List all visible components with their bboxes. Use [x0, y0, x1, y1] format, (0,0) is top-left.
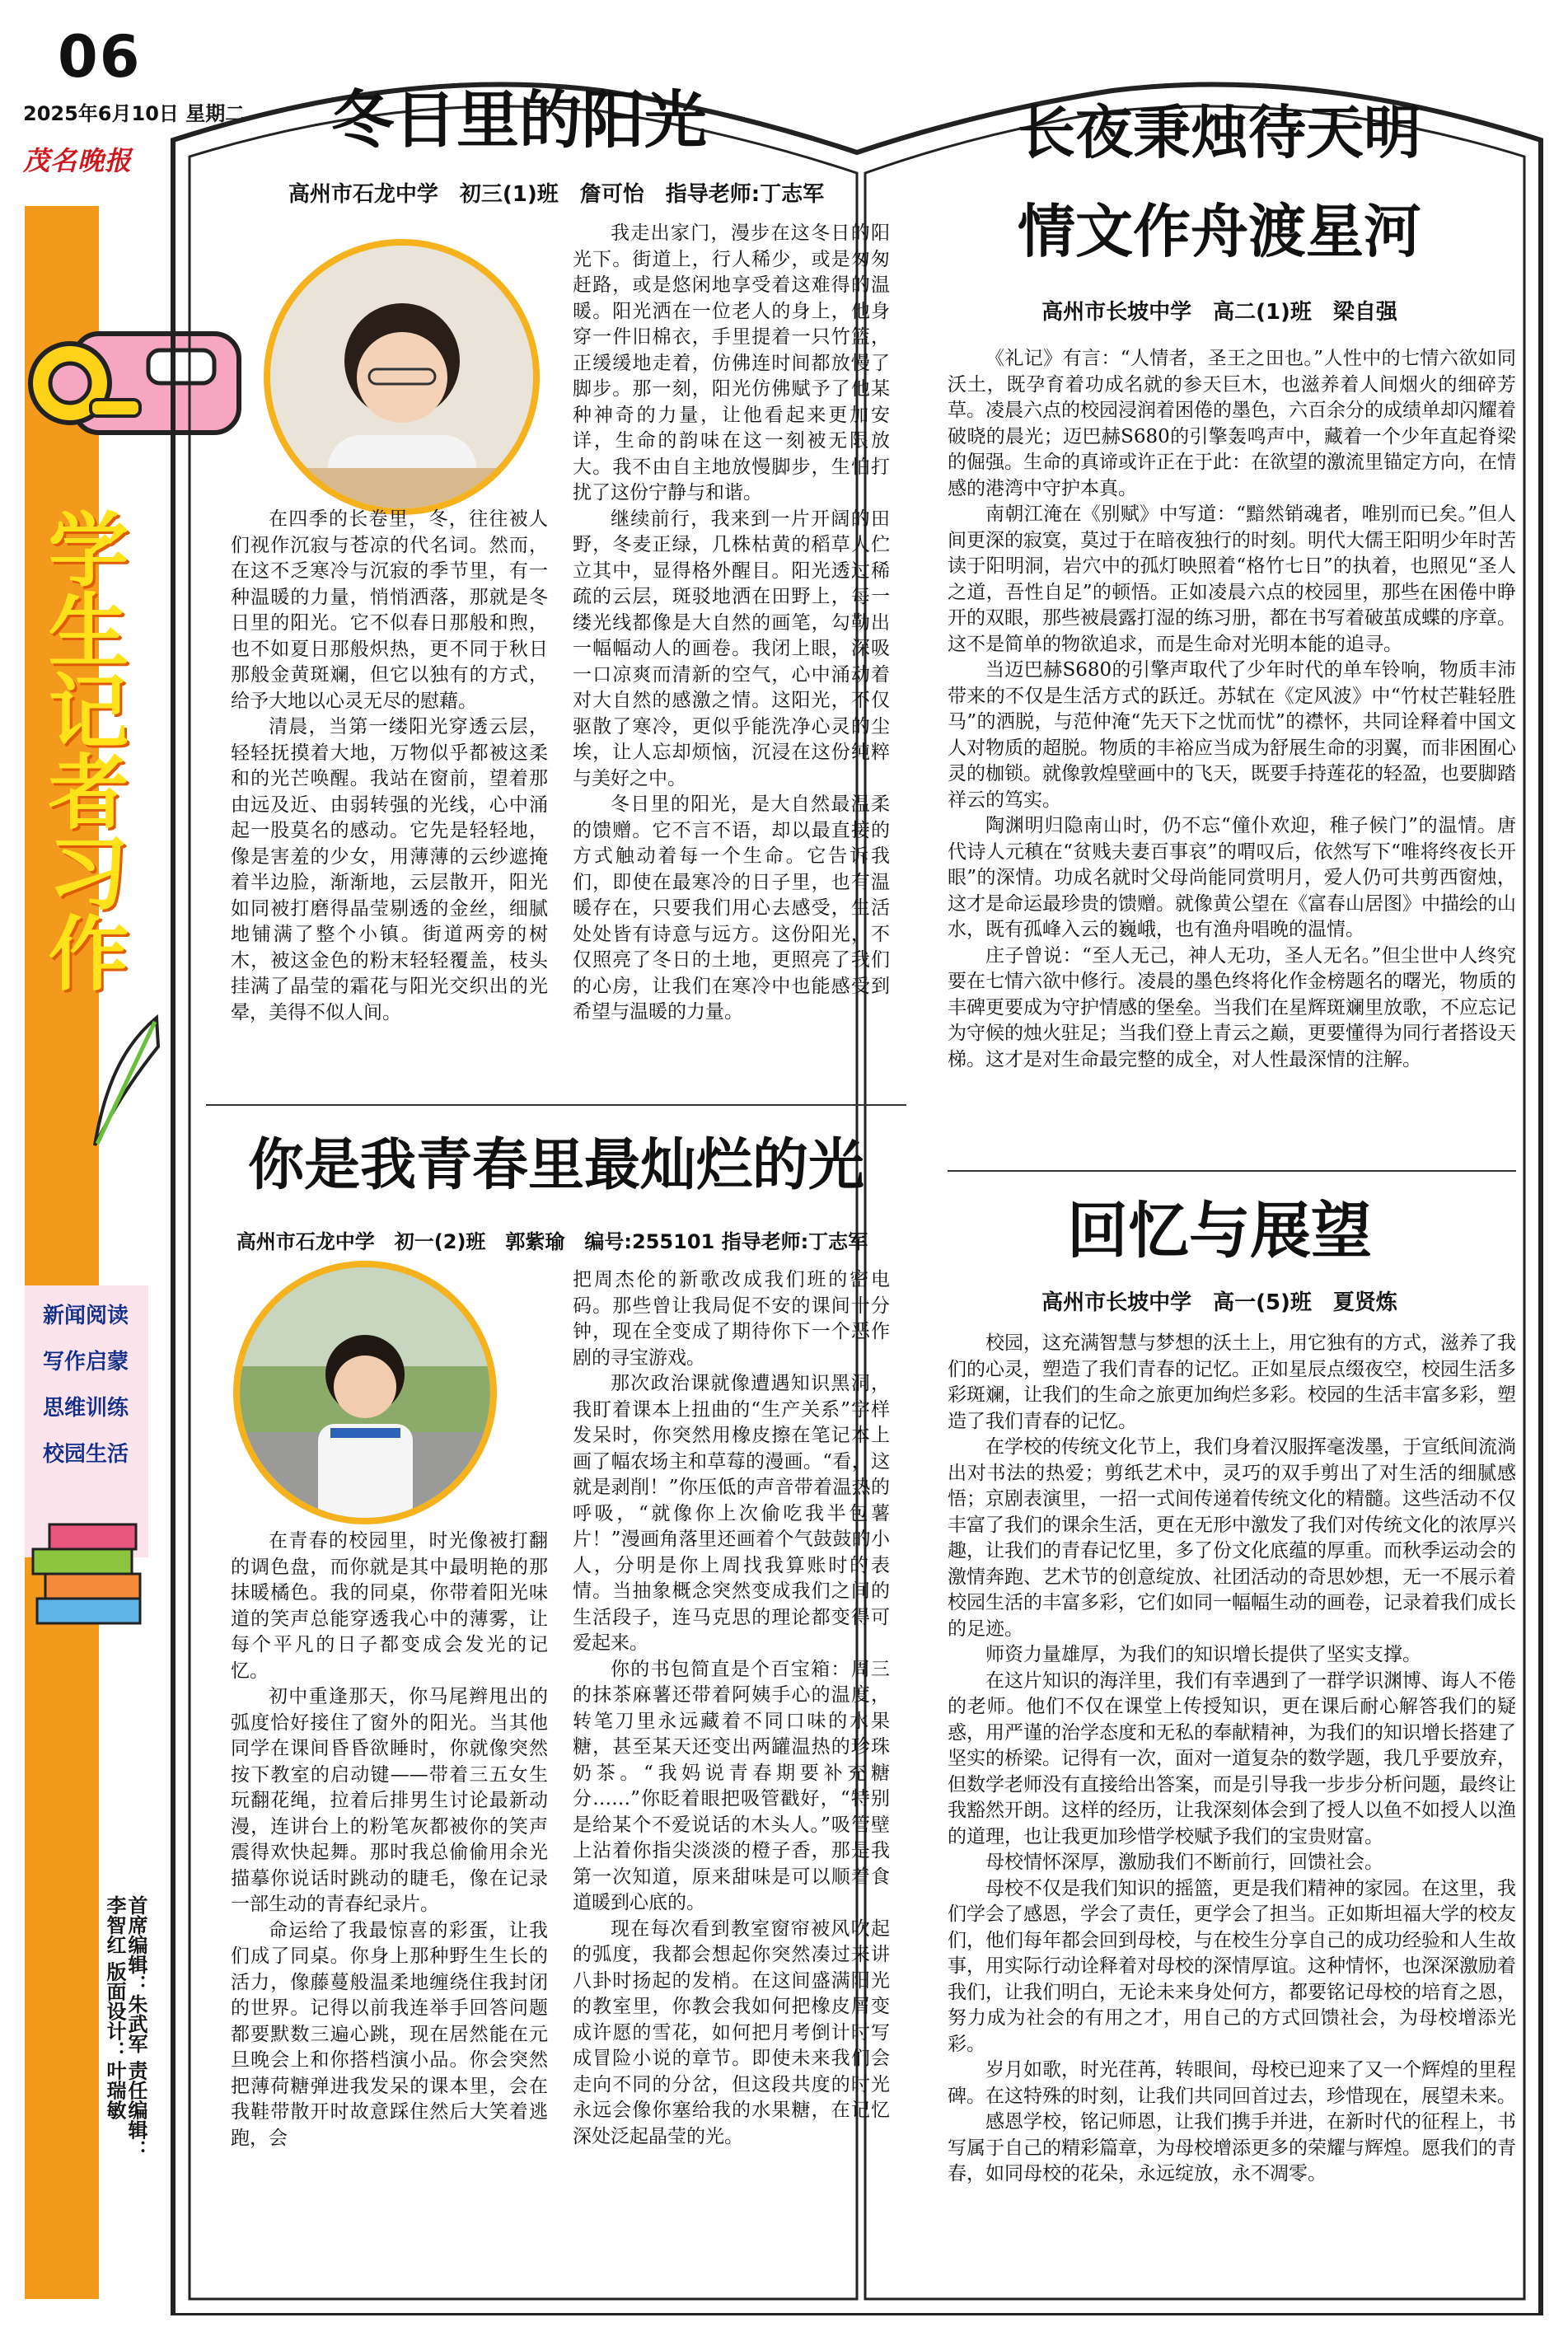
paragraph: 《礼记》有言：“人情者，圣王之田也。”人性中的七情六欲如同沃土，既孕育着功成名就的参天巨木，也滋养着人间烟火的细碎芳草。凌晨六点的校园浸润着困倦的墨色，六百余分的成绩单却闪耀着破晓的晨光；迈巴赫S680的引擎轰鸣声中，藏着一个少年直起脊梁的倔强。生命的真谛或许正在于此：在欲望的激流里锚定方向，在情感的港湾中守护本真。 — [948, 348, 1516, 499]
article1-byline: 高州市石龙中学 初三(1)班 詹可怡 指导老师:丁志军 — [288, 182, 825, 207]
article3-title-line1: 长夜秉烛待天明 — [1018, 99, 1421, 166]
paragraph: 感恩学校，铭记师恩，让我们携手并进，在新时代的征程上，书写属于自己的精彩篇章，为母校增添更多的荣耀与辉煌。愿我们的青春，如同母校的花朵，永远绽放，永不凋零。 — [948, 2111, 1516, 2184]
quill-icon — [82, 1014, 165, 1154]
page-number: 06 — [58, 23, 142, 91]
article2-right-column — [573, 1267, 890, 2150]
books-icon — [29, 1508, 152, 1632]
paragraph: 庄子曾说：“至人无己，神人无功，圣人无名。”但尘世中人终究要在七情六欲中修行。凌晨的墨色终将化作金榜题名的曙光，物质的丰碑更要成为守护情感的堡垒。当我们在星辉斑斓里放歌，不应忘记为守候的烛火驻足；当我们登上青云之巅，更要懂得为同行者搭设天梯。这才是对生命最完整的成全，对人性最深情的注解。 — [948, 944, 1516, 1070]
article1-left-column — [231, 507, 548, 1026]
issue-date: 2025年6月10日 星期二 — [23, 102, 246, 125]
nav-item-thinking[interactable]: 思维训练 — [43, 1396, 129, 1421]
sidebar-nav — [25, 1302, 147, 1487]
article3-title-line2: 情文作舟渡星河 — [1018, 198, 1421, 265]
paragraph: 冬日里的阳光，是大自然最温柔的馈赠。它不言不语，却以最直接的方式触动着每一个生命。它告诉我们，即使在最寒冷的日子里，也有温暖存在，只要我们用心去感受，生活处处皆有诗意与远方。这份阳光，不仅照亮了冬日的土地，更照亮了我们的心房，让我们在寒冷中也能感受到希望与温暖的力量。 — [573, 794, 890, 1023]
paragraph: 当迈巴赫S680的引擎声取代了少年时代的单车铃响，物质丰沛带来的不仅是生活方式的跃迁。苏轼在《定风波》中“竹杖芒鞋轻胜马”的洒脱，与范仲淹“先天下之忧而忧”的襟怀，共同诠释着中国文人对物质的超脱。物质的丰裕应当成为舒展生命的羽翼，而非困囿心灵的枷锁。就像敦煌壁画中的飞天，既要手持莲花的轻盈，也要脚踏祥云的笃实。 — [948, 659, 1516, 811]
article4-title: 回忆与展望 — [1067, 1196, 1372, 1267]
paragraph: 岁月如歌，时光荏苒，转眼间，母校已迎来了又一个辉煌的里程碑。在这特殊的时刻，让我们共同回首过去，珍惜现在，展望未来。 — [948, 2059, 1516, 2107]
section-title: 学生记者习作 — [35, 508, 129, 992]
paragraph: 我走出家门，漫步在这冬日的阳光下。街道上，行人稀少，或是匆匆赶路，或是悠闲地享受着这难得的温暖。阳光洒在一位老人的身上，他身穿一件旧棉衣，手里提着一只竹篮，正缓缓地走着，仿佛连时间都放慢了脚步。那一刻，阳光仿佛赋予了他某种神奇的力量，让他看起来更加安详，生命的韵味在这一刻被无限放大。我不由自主地放慢脚步，生怕打扰了这份宁静与和谐。 — [573, 222, 890, 503]
paragraph: 母校不仅是我们知识的摇篮，更是我们精神的家园。在这里，我们学会了感恩，学会了责任，更学会了担当。正如斯坦福大学的校友们，他们每年都会回到母校，与在校生分享自己的成功经验和人生故事，用实际行动诠释着对母校的深情厚谊。这种情怀，也深深激励着我们，让我们明白，无论未来身处何方，都要铭记母校的培育之恩，努力成为社会的有用之才，用自己的方式回馈社会，为母校增添光彩。 — [948, 1877, 1516, 2055]
article4-body — [948, 1331, 1516, 2188]
divider — [206, 1104, 906, 1106]
paragraph: 在四季的长卷里，冬，往往被人们视作沉寂与苍凉的代名词。然而，在这不乏寒冷与沉寂的季节里，有一种温暖的力量，悄悄洒落，那就是冬日里的阳光。它不似春日那般和煦，也不如夏日那般炽热，更不同于秋日那般金黄斑斓，但它以独有的方式，给予大地以心灵无尽的慰藉。 — [231, 508, 548, 712]
paragraph: 现在每次看到教室窗帘被风吹起的弧度，我都会想起你突然凑过来讲八卦时扬起的发梢。在这间盛满阳光的教室里，你教会我如何把橡皮屑变成许愿的雪花，如何把月考倒计时写成冒险小说的章节。即使未来我们会走向不同的分岔，但这段共度的时光永远会像你塞给我的水果糖，在记忆深处泛起晶莹的光。 — [573, 1917, 890, 2147]
article2-left-column — [231, 1529, 548, 2151]
paragraph: 在这片知识的海洋里，我们有幸遇到了一群学识渊博、诲人不倦的老师。他们不仅在课堂上传授知识，更在课后耐心解答我们的疑惑，用严谨的治学态度和无私的奉献精神，为我们的知识增长搭建了坚实的桥梁。记得有一次，面对一道复杂的数学题，我几乎要放弃，但数学老师没有直接给出答案，而是引导我一步步分析问题，最终让我豁然开朗。这样的经历，让我深刻体会到了授人以鱼不如授人以渔的道理，也让我更加珍惜学校赋予我们的宝贵财富。 — [948, 1669, 1516, 1847]
paragraph: 南朝江淹在《别赋》中写道：“黯然销魂者，唯别而已矣。”但人间更深的寂寞，莫过于在暗夜独行的时刻。明代大儒王阳明少年时苦读于阳明洞，岩穴中的孤灯映照着“格竹七日”的执着，也照见“圣人之道，吾性自足”的顿悟。正如凌晨六点的校园里，那些在困倦中睁开的双眼，那些被晨露打湿的练习册，都在书写着破茧成蝶的序章。这不是简单的物欲追求，而是生命对光明本能的追寻。 — [948, 503, 1516, 655]
editor-credits: 首席编辑：朱武军 责任编辑：李智红 版面设计：叶瑞敏 — [103, 1895, 147, 2160]
article2-author-photo — [233, 1261, 497, 1524]
article1-title: 冬日里的阳光 — [331, 83, 707, 157]
masthead: 茂名晚报 — [23, 145, 133, 176]
paragraph: 那次政治课就像遭遇知识黑洞，我盯着课本上扭曲的“生产关系”字样发呆时，你突然用橡皮擦在笔记本上画了幅农场主和草莓的漫画。“看，这就是剥削！”你压低的声音带着温热的呼吸，“就像你上次偷吃我半包薯片！”漫画角落里还画着个气鼓鼓的小人，分明是你上周找我算账时的表情。当抽象概念突然变成我们之间的生活段子，连马克思的理论都变得可爱起来。 — [573, 1373, 890, 1654]
nav-item-campus-life[interactable]: 校园生活 — [43, 1442, 129, 1467]
article2-byline: 高州市石龙中学 初一(2)班 郭紫瑜 编号:255101 指导老师:丁志军 — [236, 1230, 868, 1253]
paragraph: 命运给了我最惊喜的彩蛋，让我们成了同桌。你身上那种野生生长的活力，像藤蔓般温柔地缠绕住我封闭的世界。记得以前我连举手回答问题都要默数三遍心跳，现在居然能在元旦晚会上和你搭档演小品。你会突然把薄荷糖弹进我发呆的课本里，会在我鞋带散开时故意踩住然后大笑着逃跑，会 — [231, 1919, 548, 2149]
paragraph: 你的书包简直是个百宝箱：周三的抹茶麻薯还带着阿姨手心的温度，转笔刀里永远藏着不同口味的水果糖，甚至某天还变出两罐温热的珍珠奶茶。“我妈说青春期要补充糖分……”你眨着眼把吸管戳好，“特别是给某个不爱说话的木头人。”吸管壁上沾着你指尖淡淡的橙子香，那是我第一次知道，原来甜味是可以顺着食道暖到心底的。 — [573, 1658, 890, 1913]
article4-byline: 高州市长坡中学 高一(5)班 夏贤炼 — [1041, 1290, 1397, 1315]
paragraph: 在青春的校园里，时光像被打翻的调色盘，而你就是其中最明艳的那抹暖橘色。我的同桌，你带着阳光味道的笑声总能穿透我心中的薄雾，让每个平凡的日子都变成会发光的记忆。 — [231, 1530, 548, 1682]
article1-author-photo — [264, 239, 540, 515]
article1-right-column — [573, 221, 890, 1026]
paragraph: 师资力量雄厚，为我们的知识增长提供了坚实支撑。 — [985, 1644, 1421, 1665]
paragraph: 母校情怀深厚，激励我们不断前行，回馈社会。 — [985, 1852, 1383, 1873]
article2-title: 你是我青春里最灿烂的光 — [247, 1133, 864, 1198]
paragraph: 在学校的传统文化节上，我们身着汉服挥毫泼墨，于宣纸间流淌出对书法的热爱；剪纸艺术中，灵巧的双手剪出了对生活的细腻感悟；京剧表演里，一招一式间传递着传统文化的精髓。这些活动不仅丰富了我们的课余生活，更在无形中激发了我们对传统文化的浓厚兴趣，让我们的青春记忆里，多了份文化底蕴的厚重。而秋季运动会的激情奔跑、艺术节的创意绽放、社团活动的奇思妙想，无一不展示着校园生活的丰富多彩，它们如同一幅幅生动的画卷，记录着我们成长的足迹。 — [948, 1436, 1516, 1640]
article3-byline: 高州市长坡中学 高二(1)班 梁自强 — [1041, 300, 1397, 325]
paragraph: 校园，这充满智慧与梦想的沃土上，用它独有的方式，滋养了我们的心灵，塑造了我们青春的记忆。正如星辰点缀夜空，校园生活多彩斑斓，让我们的生命之旅更加绚烂多彩。校园的生活丰富多彩，塑造了我们青春的记忆。 — [948, 1332, 1516, 1432]
nav-item-news-reading[interactable]: 新闻阅读 — [43, 1304, 129, 1328]
article3-body — [948, 346, 1516, 1073]
paragraph: 继续前行，我来到一片开阔的田野，冬麦正绿，几株枯黄的稻草人伫立其中，显得格外醒目。阳光透过稀疏的云层，斑驳地洒在田野上，每一缕光线都像是大自然的画笔，勾勒出一幅幅动人的画卷。我闭上眼，深吸一口凉爽而清新的空气，心中涌动着对大自然的感激之情。这阳光，不仅驱散了寒冷，更似乎能洗净心灵的尘埃，让人忘却烦恼，沉浸在这份纯粹与美好之中。 — [573, 508, 890, 789]
paragraph: 陶渊明归隐南山时，仍不忘“僮仆欢迎，稚子候门”的温情。唐代诗人元稹在“贫贱夫妻百事哀”的喟叹后，依然写下“唯将终夜长开眼”的深情。功成名就时父母尚能同赏明月，爱人仍可共剪西窗烛，这才是命运最珍贵的馈赠。就像黄公望在《富春山居图》中描绘的山水，既有孤峰入云的巍峨，也有渔舟唱晚的温情。 — [948, 815, 1516, 940]
paragraph: 把周杰伦的新歌改成我们班的密电码。那些曾让我局促不安的课间十分钟，现在全变成了期待你下一个恶作剧的寻宝游戏。 — [573, 1269, 890, 1369]
nav-item-writing[interactable]: 写作启蒙 — [43, 1350, 129, 1374]
divider — [948, 1170, 1516, 1172]
paragraph: 初中重逢那天，你马尾辫甩出的弧度恰好接住了窗外的阳光。当其他同学在课间昏昏欲睡时，你就像突然按下教室的启动键——带着三五女生玩翻花绳，拉着后排男生讨论最新动漫，连讲台上的粉笔灰都被你的笑声震得欢快起舞。那时我总偷偷用余光描摹你说话时跳动的睫毛，像在记录一部生动的青春纪录片。 — [231, 1686, 548, 1915]
paragraph: 清晨，当第一缕阳光穿透云层，轻轻抚摸着大地，万物似乎都被这柔和的光芒唤醒。我站在窗前，望着那由远及近、由弱转强的光线，心中涌起一股莫名的感动。它先是轻轻地，像是害羞的少女，用薄薄的云纱遮掩着半边脸，渐渐地，云层散开，阳光如同被打磨得晶莹剔透的金丝，细腻地铺满了整个小镇。街道两旁的树木，被这金色的粉末轻轻覆盖，枝头挂满了晶莹的霜花与阳光交织出的光晕，美得不似人间。 — [231, 716, 548, 1023]
